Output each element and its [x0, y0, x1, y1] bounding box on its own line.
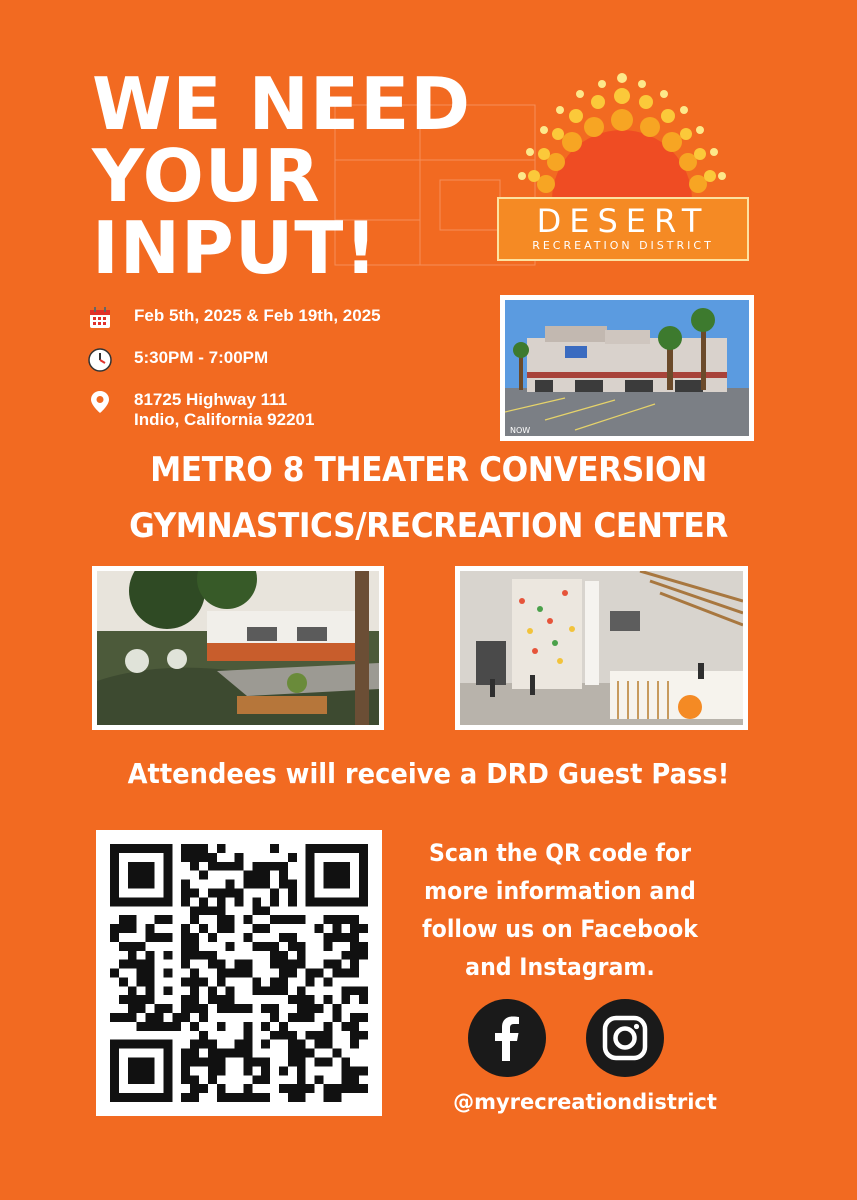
event-time-row [88, 348, 268, 372]
exterior-rendering-illustration [97, 571, 379, 725]
facebook-icon [468, 999, 546, 1077]
now-label: NOW [510, 426, 531, 435]
qr-code-pattern [110, 844, 368, 1102]
logo-name: DESERT [536, 202, 710, 240]
logo-wordmark [497, 197, 749, 261]
instagram-link[interactable] [586, 999, 664, 1077]
interior-rendering-illustration [460, 571, 743, 725]
qr-modules [110, 844, 368, 1102]
headline [92, 62, 472, 290]
event-dates: Feb 5th, 2025 & Feb 19th, 2025 [134, 306, 381, 325]
scan-line-3: follow us on Facebook [422, 915, 698, 943]
sunburst-graphic [494, 72, 756, 202]
headline-line-2: YOUR [92, 134, 321, 218]
calendar-icon [88, 306, 112, 330]
interior-rendering-photo [455, 566, 748, 730]
facebook-link[interactable] [468, 999, 546, 1077]
headline-line-3: INPUT! [92, 206, 379, 290]
scan-instructions [417, 834, 702, 986]
exterior-rendering-photo [92, 566, 384, 730]
scan-line-1: Scan the QR code for [428, 839, 692, 867]
project-title-line-1: METRO 8 THEATER CONVERSION [150, 450, 707, 490]
headline-line-1: WE NEED [92, 62, 472, 146]
scan-line-4: and Instagram. [465, 953, 655, 981]
location-pin-icon [88, 390, 112, 414]
project-title-line-2: GYMNASTICS/RECREATION CENTER [129, 506, 728, 546]
instagram-icon [586, 999, 664, 1077]
address-line-1: 81725 Highway 111 [134, 390, 288, 409]
clock-icon [88, 348, 112, 372]
event-dates-row [88, 306, 381, 330]
scan-line-2: more information and [424, 877, 696, 905]
theater-building-illustration [505, 300, 749, 436]
event-time: 5:30PM - 7:00PM [134, 348, 269, 367]
address-line-2: Indio, California 92201 [134, 410, 315, 429]
logo-tagline: RECREATION DISTRICT [532, 239, 714, 252]
desert-recreation-logo [494, 72, 756, 264]
current-building-photo [500, 295, 754, 441]
event-address-row [88, 390, 314, 430]
social-handle: @myrecreationdistrict [453, 1090, 717, 1114]
guest-pass-message: Attendees will receive a DRD Guest Pass! [127, 757, 730, 790]
qr-code[interactable] [96, 830, 382, 1116]
